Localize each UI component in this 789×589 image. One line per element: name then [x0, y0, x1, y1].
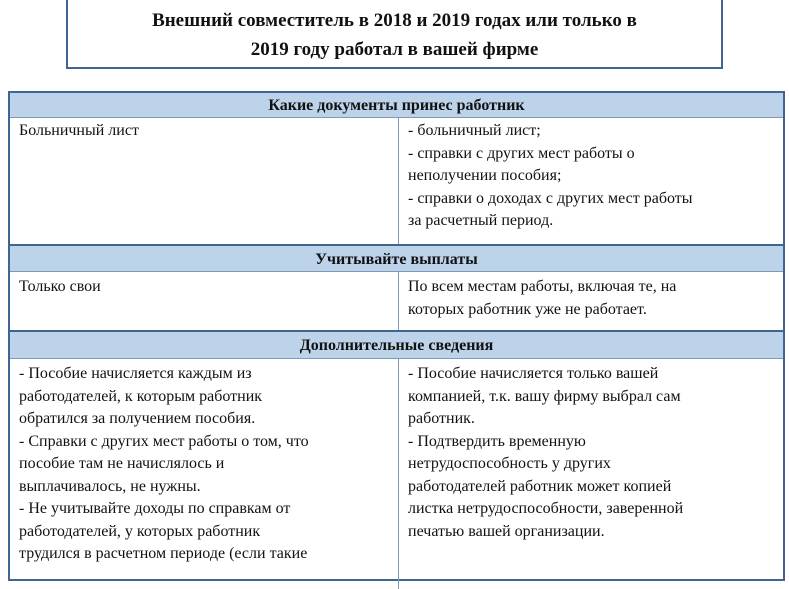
cell-line: Только свои — [19, 278, 101, 295]
section-header-documents: Какие документы принес работник — [10, 93, 783, 118]
cell-line: - справки с других мест работы о — [408, 144, 635, 162]
section-header-payments: Учитывайте выплаты — [10, 246, 783, 272]
cell-line: По всем местам работы, включая те, на — [408, 278, 677, 295]
cell-line: - Не учитывайте доходы по справкам от — [19, 500, 291, 517]
cell-line: - больничный лист; — [408, 122, 541, 139]
title-line-2: 2019 году работал в вашей фирме — [250, 39, 539, 60]
cell-line: неполучении пособия; — [408, 167, 562, 184]
cell-line: - Пособие начисляется только вашей — [408, 365, 659, 382]
cell-line: нетрудоспособность у других — [408, 455, 611, 472]
cell-line: работодателей, у которых работник — [19, 522, 261, 540]
comparison-table — [8, 91, 785, 581]
cell-line: пособие там не начислялось и — [19, 455, 225, 472]
cell-line: обратился за получением пособия. — [19, 410, 256, 427]
section-documents-left — [10, 120, 398, 143]
cell-line: за расчетный период. — [408, 212, 554, 229]
cell-line: - Справки с других мест работы о том, что — [19, 432, 309, 450]
cell-line: компанией, т.к. вашу фирму выбрал сам — [408, 387, 681, 405]
section-additional-left — [10, 363, 398, 566]
cell-line: работник. — [408, 410, 475, 427]
title-line-1: Внешний совместитель в 2018 и 2019 годах или только в — [152, 10, 637, 31]
section-payments-left — [10, 276, 398, 299]
cell-line: выплачивалось, не нужны. — [19, 477, 201, 495]
cell-line: Больничный лист — [19, 122, 139, 139]
cell-line: работодателей, к которым работник — [19, 387, 263, 405]
cell-line: - справки о доходах с других мест работы — [408, 189, 693, 207]
section-additional-right — [399, 363, 785, 543]
section-documents-right — [399, 120, 785, 233]
cell-line: - Пособие начисляется каждым из — [19, 365, 252, 382]
cell-line: трудился в расчетном периоде (если такие — [19, 545, 308, 562]
cell-line: работодателей работник может копией — [408, 477, 672, 495]
section-header-additional: Дополнительные сведения — [10, 332, 783, 359]
cell-line: - Подтвердить временную — [408, 432, 586, 450]
cell-line: листка нетрудоспособности, заверенной — [408, 500, 684, 517]
section-payments-right — [399, 276, 785, 321]
title-box — [66, 0, 723, 69]
cell-line: которых работник уже не работает. — [408, 300, 647, 318]
cell-line: печатью вашей организации. — [408, 522, 605, 540]
